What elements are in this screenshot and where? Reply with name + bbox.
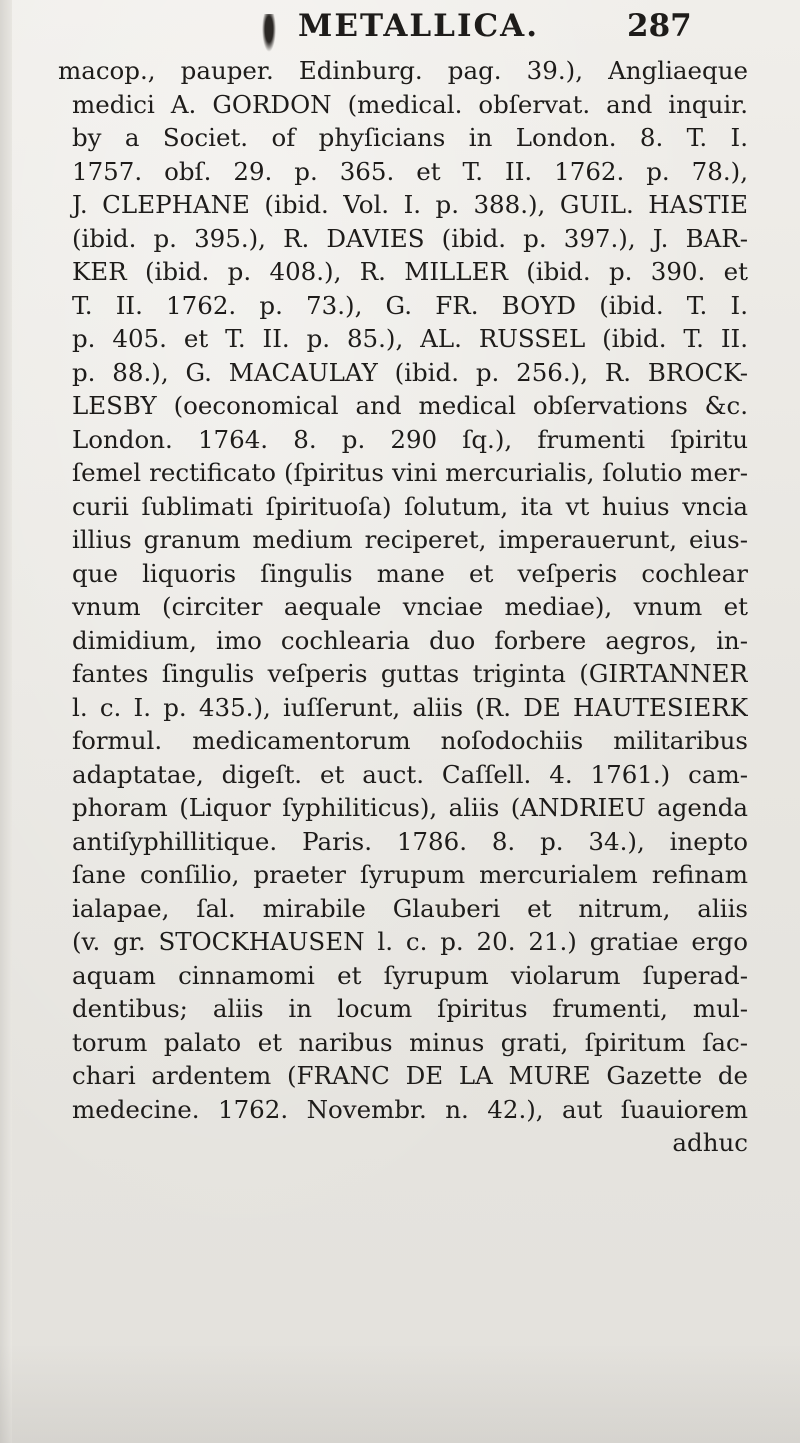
text-line: curii ſublimati ſpirituoſa) ſolutum, ita vt huius vncia [72, 491, 748, 521]
text-line: by a Societ. of phyſicians in London. 8. T. I. [72, 123, 748, 152]
text-line: p. 405. et T. II. p. 85.), AL. RUSSEL (ibid. T. II. [72, 324, 748, 353]
text-line: (v. gr. STOCKHAUSEN l. c. p. 20. 21.) gratiae ergo [72, 927, 748, 956]
text-line: dimidium, imo cochlearia duo forbere aegros, in- [72, 625, 748, 655]
text-line: (ibid. p. 395.), R. DAVIES (ibid. p. 397.), J. BAR- [72, 223, 748, 253]
text-line: KER (ibid. p. 408.), R. MILLER (ibid. p. 390. et [72, 257, 748, 286]
text-line: LESBY (oeconomical and medical obſervations &c. [72, 391, 748, 420]
text-line: que liquoris ſingulis mane et veſperis cochlear [72, 558, 748, 588]
catchword: adhuc [672, 1128, 748, 1157]
text-line: adaptatae, digeſt. et auct. Caſſell. 4. 1761.) cam- [72, 759, 748, 789]
page-number: 287 [627, 8, 692, 44]
text-line: medici A. GORDON (medical. obſervat. and inquir. [72, 89, 748, 119]
text-line: J. CLEPHANE (ibid. Vol. I. p. 388.), GUIL. HASTIE [72, 190, 748, 219]
text-line: 1757. obſ. 29. p. 365. et T. II. 1762. p. 78.), [72, 156, 748, 186]
text-line: fantes ſingulis veſperis guttas triginta (GIRTANNER [72, 659, 748, 688]
text-line: medecine. 1762. Novembr. n. 42.), aut ſuauiorem [72, 1094, 748, 1124]
text-line: torum palato et naribus minus grati, ſpiritum ſac- [72, 1027, 748, 1057]
text-line: l. c. I. p. 435.), iuſſerunt, aliis (R. DE HAUTESIERK [72, 692, 748, 722]
text-line: chari ardentem (FRANC DE LA MURE Gazette de [72, 1061, 748, 1090]
text-line: formul. medicamentorum noſodochiis militaribus [72, 726, 748, 755]
text-line: ialapae, ſal. mirabile Glauberi et nitrum, aliis [72, 893, 748, 923]
text-line: ſane conſilio, praeter ſyrupum mercurialem refinam [72, 860, 748, 889]
text-line: illius granum medium reciperet, imperauerunt, eius- [72, 525, 748, 554]
text-line: London. 1764. 8. p. 290 ſq.), frumenti ſpiritu [72, 424, 748, 454]
page-header [0, 0, 800, 58]
text-line: T. II. 1762. p. 73.), G. FR. BOYD (ibid. T. I. [72, 290, 748, 320]
running-head: METALLICA. [298, 8, 539, 44]
printer-ornament-icon [262, 14, 276, 52]
text-line: antiſyphillitique. Paris. 1786. 8. p. 34.), inepto [72, 826, 748, 856]
body-text [58, 54, 748, 1160]
text-line: phoram (Liquor ſyphiliticus), aliis (ANDRIEU agenda [72, 793, 748, 822]
page-bottom-shadow [0, 1343, 800, 1443]
text-line: ſemel rectificato (ſpiritus vini mercurialis, ſolutio mer- [72, 458, 748, 487]
page-gutter-edge [0, 0, 12, 1443]
text-line: vnum (circiter aequale vnciae mediae), vnum et [72, 592, 748, 621]
text-line: p. 88.), G. MACAULAY (ibid. p. 256.), R. BROCK- [72, 357, 748, 387]
text-line: aquam cinnamomi et ſyrupum violarum ſuperad- [72, 960, 748, 990]
text-line: dentibus; aliis in locum ſpiritus frumenti, mul- [72, 994, 748, 1023]
text-line: macop., pauper. Edinburg. pag. 39.), Angliaeque [58, 56, 748, 85]
